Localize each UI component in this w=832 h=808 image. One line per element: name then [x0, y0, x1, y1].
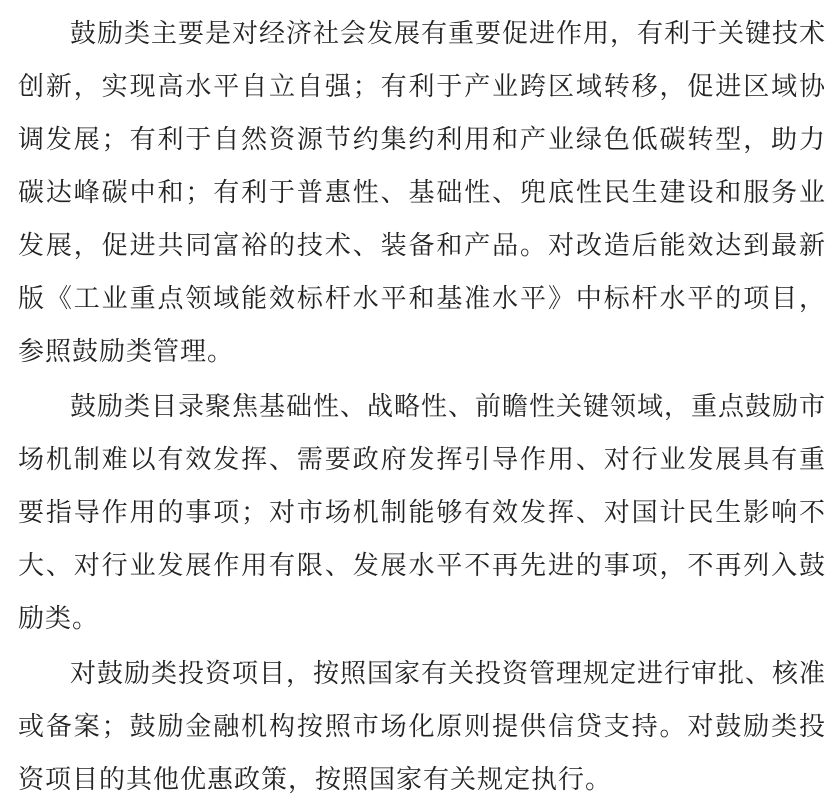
paragraph-2: 鼓励类目录聚焦基础性、战略性、前瞻性关键领域，重点鼓励市场机制难以有效发挥、需要政府发挥引导作用、对行业发展具有重要指导作用的事项；对市场机制能够有效发挥、对国计民生影响不大、对行业发展作用有限、发展水平不再先进的事项，不再列入鼓励类。: [18, 392, 827, 634]
paragraph-1: 鼓励类主要是对经济社会发展有重要促进作用，有利于关键技术创新，实现高水平自立自强；有利于产业跨区域转移，促进区域协调发展；有利于自然资源节约集约利用和产业绿色低碳转型，助力碳达峰碳中和；有利于普惠性、基础性、兜底性民生建设和服务业发展，促进共同富裕的技术、装备和产品。对改造后能效达到最新版《工业重点领域能效标杆水平和基准水平》中标杆水平的项目，参照鼓励类管理。: [18, 19, 827, 367]
paragraph-3: 对鼓励类投资项目，按照国家有关投资管理规定进行审批、核准或备案；鼓励金融机构按照市场化原则提供信贷支持。对鼓励类投资项目的其他优惠政策，按照国家有关规定执行。: [18, 659, 827, 795]
